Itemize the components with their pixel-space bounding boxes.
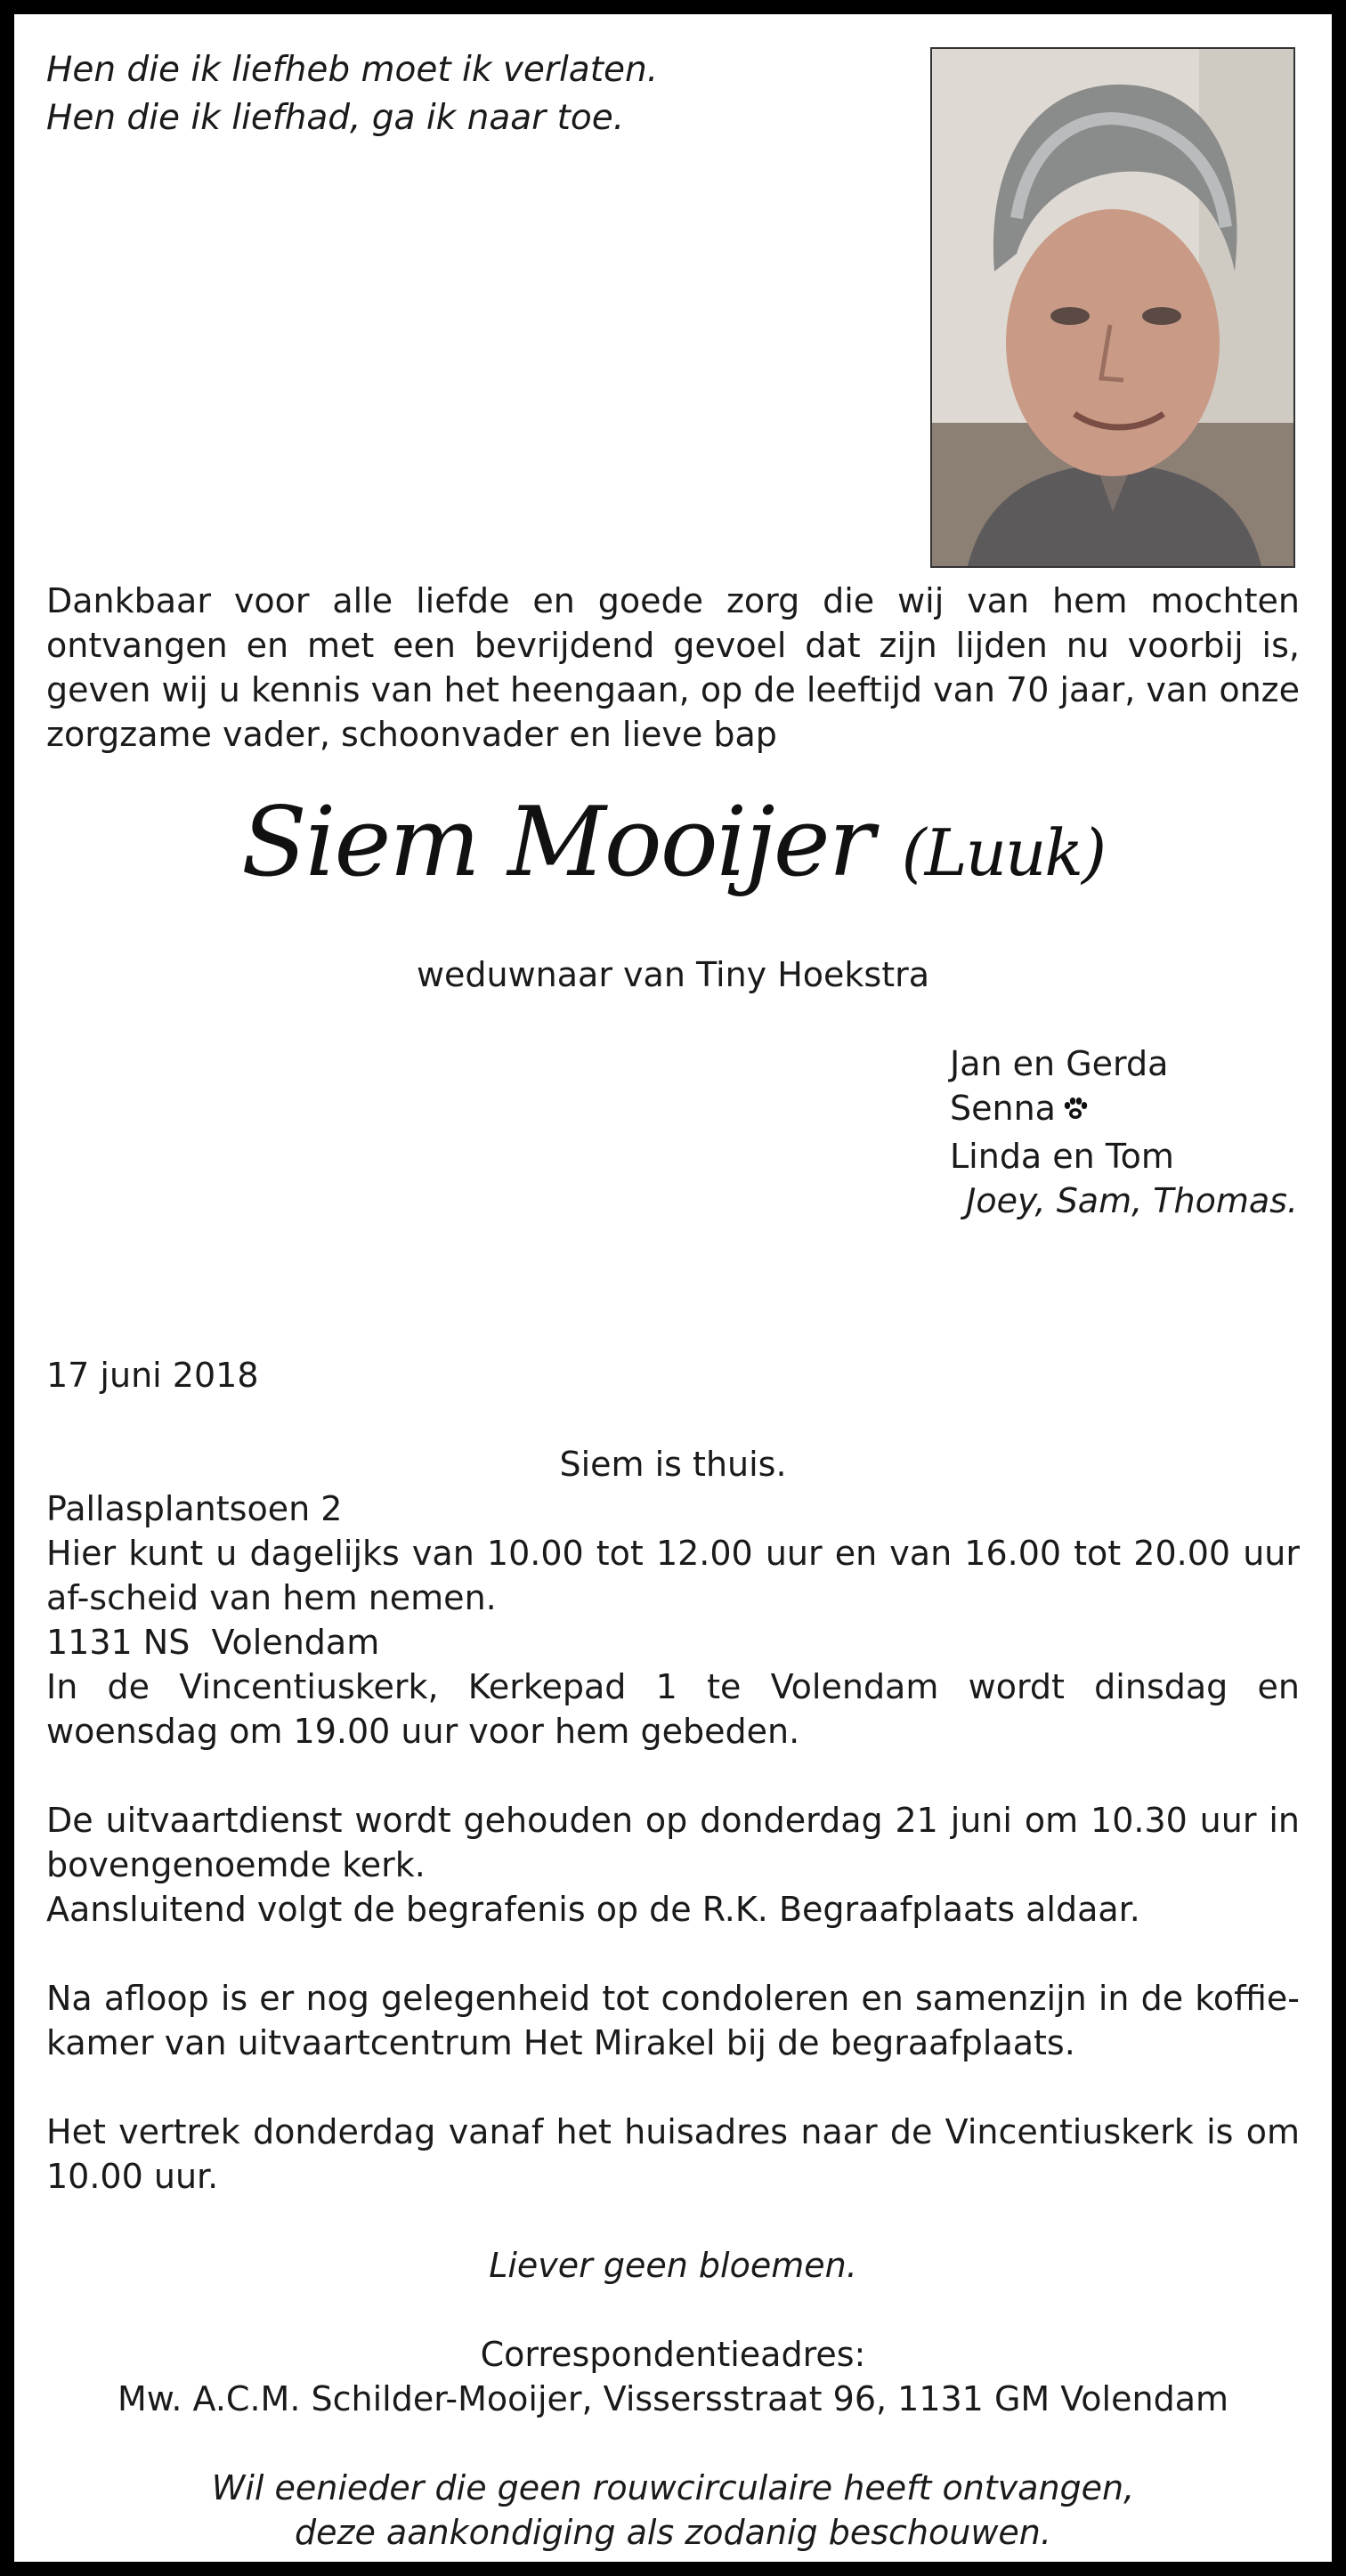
intro-text: Dankbaar voor alle liefde en goede zorg die wij van hem mochten ontvangen en met een bevrijdend gevoel dat zijn lijden nu voorbij is, geven wij u kennis van het heengaan, op de leeftijd van 70 jaar, van onze zorgzame vader, schoonvader en lieve bap bbox=[46, 581, 1300, 754]
funeral-service bbox=[46, 1798, 1300, 1932]
closing-line-1: Wil eenieder die geen rouwcirculaire heeft ontvangen, bbox=[211, 2468, 1135, 2507]
condolence-notice: Na afloop is er nog gelegenheid tot condoleren en samenzijn in de koffie-kamer van uitvaartcentrum Het Mirakel bij de begraafplaats. bbox=[46, 1979, 1300, 2062]
address-street: Pallasplantsoen 2 bbox=[46, 1489, 343, 1528]
poem-line-2: Hen die ik liefhad, ga ik naar toe. bbox=[46, 98, 625, 138]
service-line-2: Aansluitend volgt de begrafenis op de R.K. Begraafplaats aldaar. bbox=[46, 1890, 1140, 1929]
no-flowers-notice: Liever geen bloemen. bbox=[489, 2246, 857, 2285]
poem bbox=[46, 46, 892, 142]
widower-line: weduwnaar van Tiny Hoekstra bbox=[416, 955, 930, 994]
correspondence-address: Mw. A.C.M. Schilder-Mooijer, Vissersstraat 96, 1131 GM Volendam bbox=[117, 2379, 1228, 2418]
departure-notice: Het vertrek donderdag vanaf het huisadres naar de Vincentiuskerk is om 10.00 uur. bbox=[46, 2112, 1300, 2196]
deceased-name bbox=[46, 785, 1300, 911]
closing-note bbox=[46, 2466, 1300, 2555]
address-date: 17 juni 2018 bbox=[46, 1356, 259, 1395]
family-member-senna: Senna bbox=[950, 1089, 1056, 1128]
visiting-hours: Hier kunt u dagelijks van 10.00 tot 12.00 uur en van 16.00 tot 20.00 uur af-scheid van hem nemen. bbox=[46, 1534, 1300, 1617]
correspondence-label: Correspondentieadres: bbox=[480, 2335, 866, 2374]
at-home-notice: Siem is thuis. bbox=[559, 1445, 787, 1484]
deceased-nickname: (Luuk) bbox=[901, 815, 1106, 890]
deceased-full-name: Siem Mooijer bbox=[240, 787, 873, 898]
poem-line-1: Hen die ik liefheb moet ik verlaten. bbox=[46, 50, 659, 90]
grandchildren: Joey, Sam, Thomas. bbox=[966, 1181, 1298, 1220]
family-list bbox=[46, 1041, 1300, 1223]
portrait-image bbox=[932, 49, 1293, 566]
prayer-notice: In de Vincentiuskerk, Kerkepad 1 te Volendam wordt dinsdag en woensdag om 19.00 uur voor hem gebeden. bbox=[46, 1667, 1300, 1751]
closing-line-2: deze aankondiging als zodanig beschouwen. bbox=[295, 2513, 1051, 2552]
correspondence bbox=[46, 2332, 1300, 2421]
family-line-2 bbox=[46, 1086, 1300, 1134]
portrait-photo bbox=[930, 47, 1295, 568]
paw-print-icon bbox=[1061, 1090, 1090, 1134]
address-city: 1131 NS Volendam bbox=[46, 1623, 380, 1662]
family-line-3: Linda en Tom bbox=[950, 1137, 1174, 1176]
family-line-1: Jan en Gerda bbox=[950, 1044, 1169, 1083]
service-line-1: De uitvaartdienst wordt gehouden op donderdag 21 juni om 10.30 uur in bovengenoemde kerk. bbox=[46, 1801, 1300, 1884]
